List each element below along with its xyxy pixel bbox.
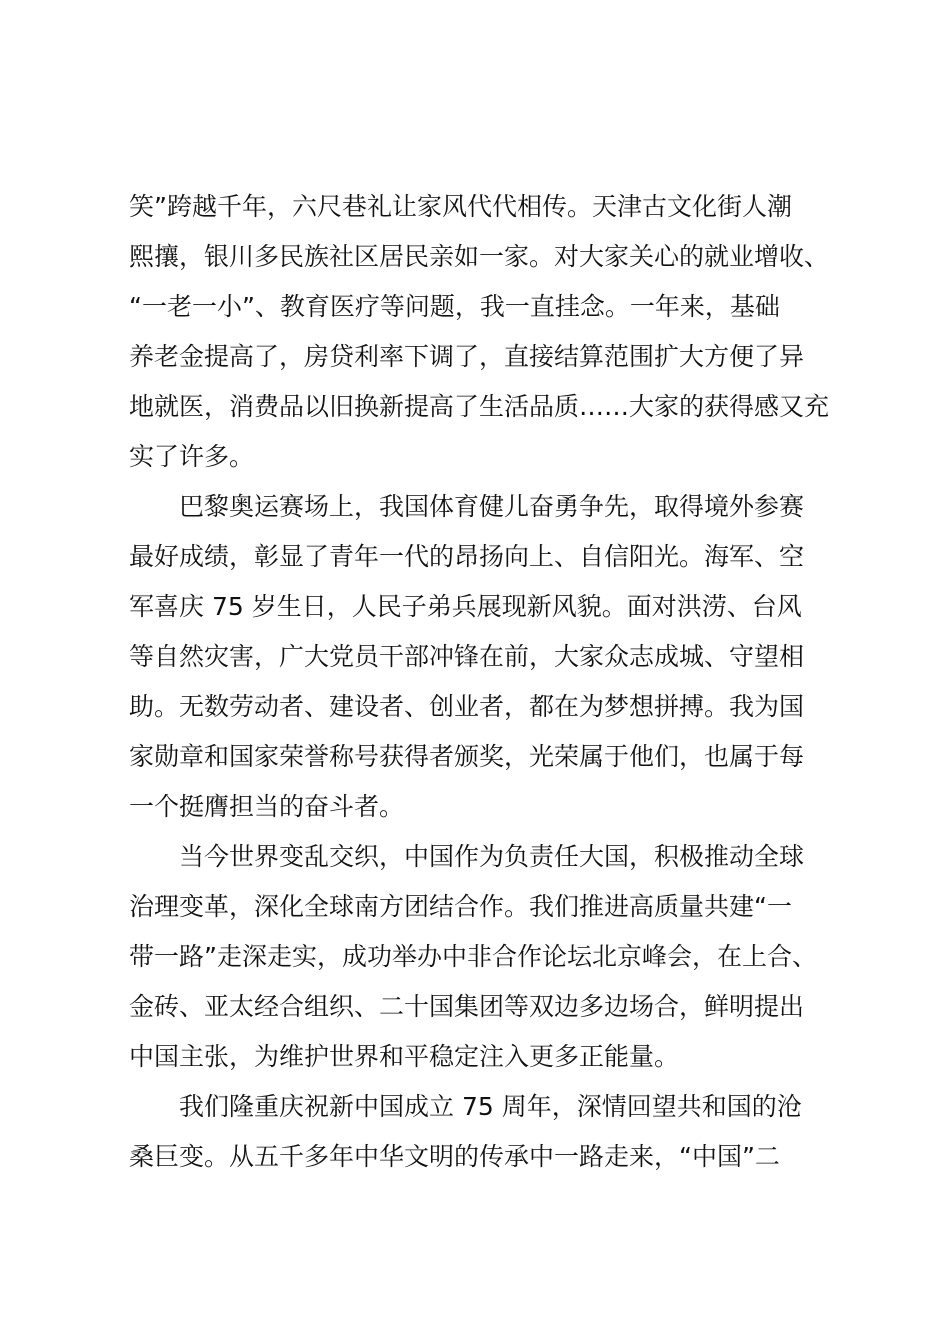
text-line: “一老一小”、教育医疗等问题，我一直挂念。一年来，基础 [129,292,780,321]
text-line: 带一路”走深走实，成功举办中非合作论坛北京峰会，在上合、 [129,942,817,971]
paragraph [129,832,841,1082]
text-line: 军喜庆 75 岁生日，人民子弟兵展现新风貌。面对洪涝、台风 [129,592,802,621]
text-line: 养老金提高了，房贷利率下调了，直接结算范围扩大方便了异 [129,342,805,371]
text-line: 地就医，消费品以旧换新提高了生活品质……大家的获得感又充 [129,392,830,421]
text-line: 等自然灾害，广大党员干部冲锋在前，大家众志成城、守望相 [129,642,805,671]
text-line: 金砖、亚太经合组织、二十国集团等双边多边场合，鲜明提出 [129,992,805,1021]
text-line: 我们隆重庆祝新中国成立 75 周年，深情回望共和国的沧 [179,1092,802,1121]
text-line: 一个挺膺担当的奋斗者。 [129,792,405,821]
text-line: 熙攘，银川多民族社区居民亲如一家。对大家关心的就业增收、 [129,242,830,271]
text-line: 最好成绩，彰显了青年一代的昂扬向上、自信阳光。海军、空 [129,542,805,571]
text-line: 当今世界变乱交织，中国作为负责任大国，积极推动全球 [179,842,805,871]
text-line: 笑”跨越千年，六尺巷礼让家风代代相传。天津古文化街人潮 [129,192,792,221]
paragraph [129,182,841,482]
paragraph [129,1082,841,1182]
text-line: 家勋章和国家荣誉称号获得者颁奖，光荣属于他们，也属于每 [129,742,805,771]
body-text [129,182,841,1182]
paragraph [129,482,841,832]
text-line: 治理变革，深化全球南方团结合作。我们推进高质量共建“一 [129,892,792,921]
text-line: 中国主张，为维护世界和平稳定注入更多正能量。 [129,1042,680,1071]
text-line: 助。无数劳动者、建设者、创业者，都在为梦想拼搏。我为国 [129,692,805,721]
text-line: 实了许多。 [129,442,255,471]
text-line: 桑巨变。从五千多年中华文明的传承中一路走来，“中国”二 [129,1142,780,1171]
text-line: 巴黎奥运赛场上，我国体育健儿奋勇争先，取得境外参赛 [179,492,805,521]
